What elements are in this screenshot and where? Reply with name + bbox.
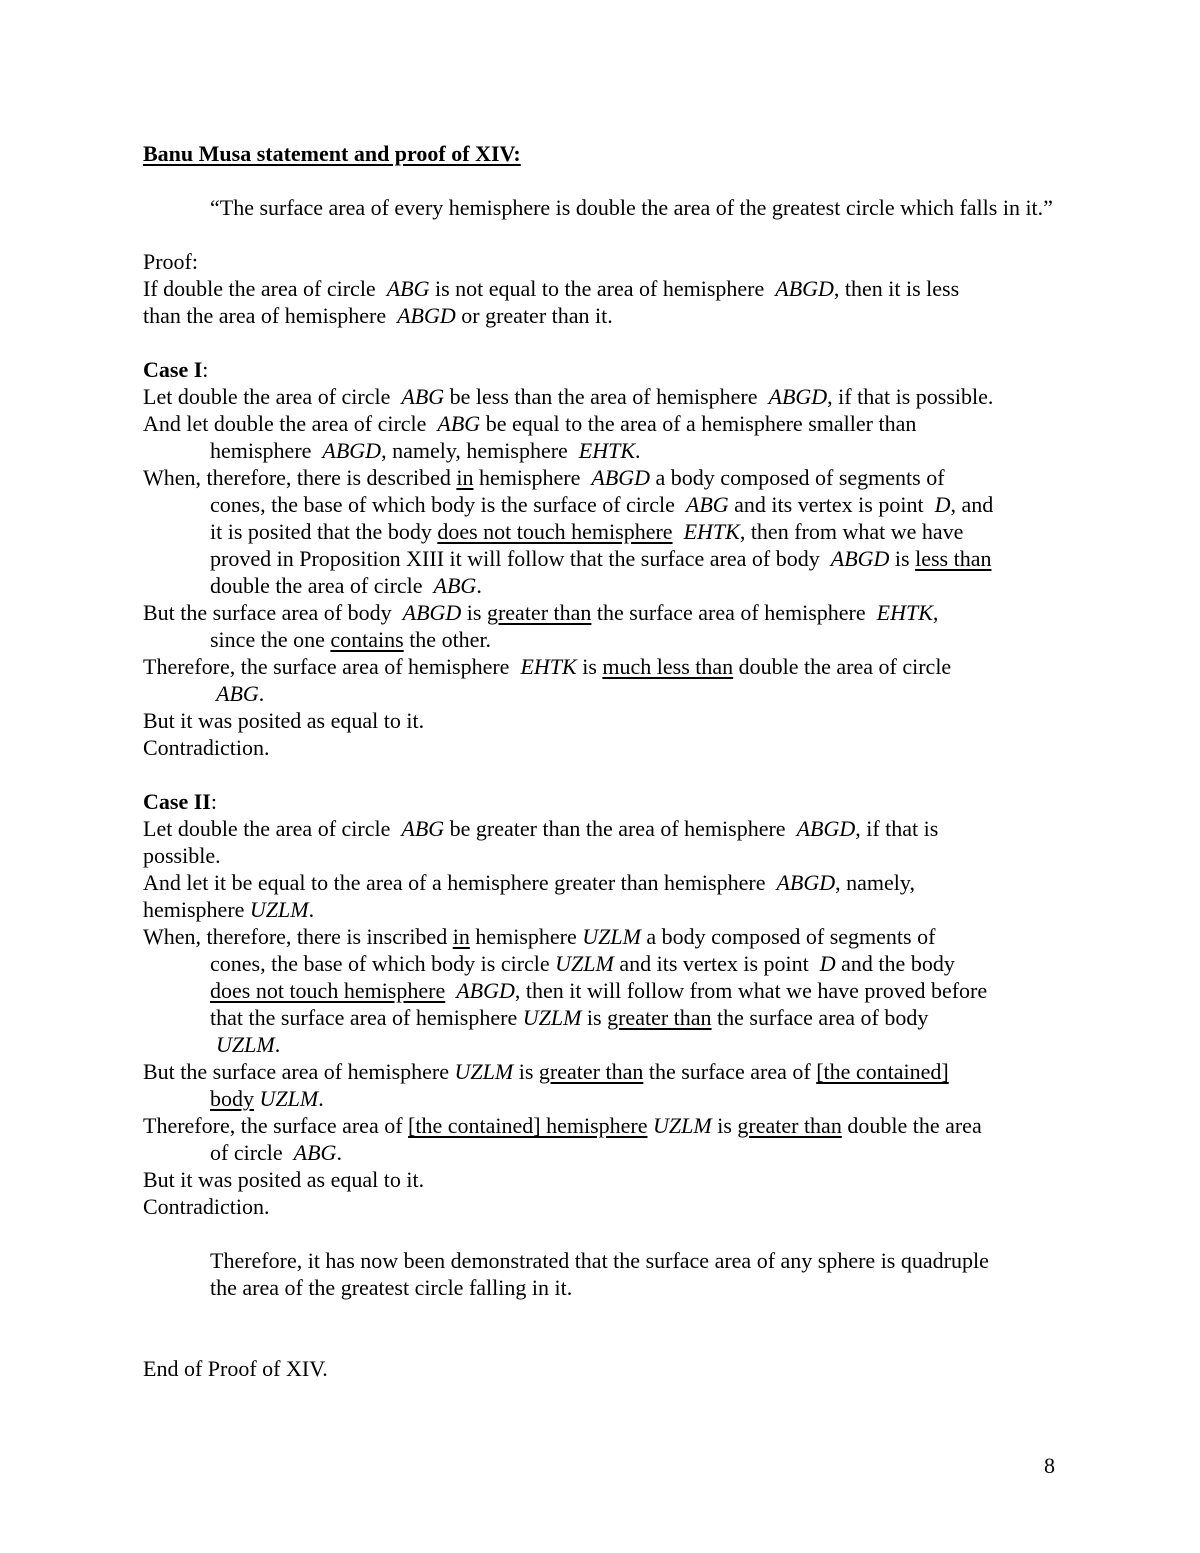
text-segment: possible. bbox=[143, 843, 221, 868]
text-segment: hemisphere bbox=[469, 924, 583, 949]
text-segment: If double the area of circle bbox=[143, 276, 387, 301]
text-segment: does not touch hemisphere bbox=[210, 978, 446, 1003]
text-segment: cones, the base of which body is circle bbox=[210, 951, 556, 976]
math-label: UZLM bbox=[249, 897, 309, 922]
text-segment: But it was posited as equal to it. bbox=[143, 1167, 425, 1192]
text-line bbox=[210, 1247, 1133, 1274]
math-label: EHTK bbox=[876, 600, 933, 625]
text-segment: Proof: bbox=[143, 249, 198, 274]
text-line bbox=[143, 815, 1133, 842]
text-segment: the other. bbox=[403, 627, 492, 652]
math-label: ABGD bbox=[456, 978, 515, 1003]
text-segment: of circle bbox=[210, 1140, 294, 1165]
text-segment: When, therefore, there is described bbox=[143, 465, 457, 490]
text-segment: . bbox=[258, 681, 265, 706]
text-segment: double the area of circle bbox=[733, 654, 952, 679]
math-label: EHTK bbox=[683, 519, 740, 544]
text-line bbox=[143, 275, 1133, 302]
text-line bbox=[216, 1031, 1133, 1058]
text-segment: And let it be equal to the area of a hemisphere greater than hemisphere bbox=[143, 870, 777, 895]
math-label: ABGD bbox=[776, 870, 836, 895]
text-line bbox=[210, 1274, 1133, 1301]
text-segment: is not equal to the area of hemisphere bbox=[429, 276, 776, 301]
text-segment: But the surface area of body bbox=[143, 600, 403, 625]
text-line bbox=[143, 1112, 1133, 1139]
text-segment: , if that is bbox=[855, 816, 939, 841]
text-segment: Case I bbox=[143, 357, 203, 382]
text-segment: [the contained] hemisphere bbox=[408, 1113, 648, 1138]
text-line bbox=[210, 950, 1133, 977]
text-segment: . bbox=[635, 438, 641, 463]
math-label: ABGD bbox=[591, 465, 651, 490]
text-segment: is bbox=[711, 1113, 738, 1138]
text-segment: in bbox=[452, 924, 470, 949]
blank-line bbox=[143, 1328, 1133, 1355]
text-segment: and its vertex is point bbox=[613, 951, 820, 976]
text-segment: [the contained] bbox=[816, 1059, 949, 1084]
text-segment: hemisphere bbox=[473, 465, 592, 490]
text-segment: the surface area of hemisphere bbox=[591, 600, 877, 625]
text-segment: greater than bbox=[486, 600, 592, 625]
page-number: 8 bbox=[1044, 1453, 1055, 1478]
text-segment: greater than bbox=[737, 1113, 842, 1138]
text-segment: be equal to the area of a hemisphere smaller than bbox=[480, 411, 917, 436]
text-segment: . bbox=[274, 1032, 281, 1057]
blank-line bbox=[143, 221, 1133, 248]
text-segment: Contradiction. bbox=[143, 1194, 270, 1219]
math-label: UZLM bbox=[522, 1005, 582, 1030]
math-label: UZLM bbox=[259, 1086, 319, 1111]
text-segment: is bbox=[889, 546, 916, 571]
blank-line bbox=[143, 167, 1133, 194]
text-segment: double the area bbox=[841, 1113, 982, 1138]
math-label: EHTK bbox=[520, 654, 577, 679]
text-segment: , then it is less bbox=[833, 276, 960, 301]
text-segment: Therefore, it has now been demonstrated that the surface area of any sphere is quadruple bbox=[210, 1248, 989, 1273]
text-segment: body bbox=[210, 1086, 254, 1111]
text-segment: Therefore, the surface area of hemisphere bbox=[143, 654, 521, 679]
text-line bbox=[143, 1058, 1133, 1085]
math-label: ABGD bbox=[768, 384, 828, 409]
math-label: ABGD bbox=[830, 546, 890, 571]
text-segment: and its vertex is point bbox=[728, 492, 935, 517]
math-label: UZLM bbox=[454, 1059, 514, 1084]
math-label: D bbox=[934, 492, 951, 517]
text-segment: . bbox=[308, 897, 315, 922]
text-segment bbox=[673, 519, 684, 544]
math-label: ABG bbox=[293, 1140, 337, 1165]
text-segment: is bbox=[461, 600, 487, 625]
blank-line bbox=[143, 761, 1133, 788]
math-label: ABG bbox=[401, 816, 445, 841]
math-label: ABG bbox=[437, 411, 481, 436]
text-segment: hemisphere bbox=[210, 438, 323, 463]
math-label: ABG bbox=[401, 384, 445, 409]
case-2-heading bbox=[143, 788, 1133, 815]
blank-line bbox=[143, 329, 1133, 356]
proof-label bbox=[143, 248, 1133, 275]
text-segment: cones, the base of which body is the surface of circle bbox=[210, 492, 686, 517]
text-segment: : bbox=[202, 357, 209, 382]
text-line bbox=[143, 869, 1133, 896]
text-segment: be greater than the area of hemisphere bbox=[444, 816, 797, 841]
text-line bbox=[143, 302, 1133, 329]
text-segment: Contradiction. bbox=[143, 735, 270, 760]
blank-line bbox=[143, 1301, 1133, 1328]
text-line bbox=[216, 680, 1133, 707]
text-segment: greater than bbox=[538, 1059, 644, 1084]
text-line bbox=[210, 626, 1133, 653]
math-label: ABG bbox=[433, 573, 477, 598]
case-1-heading bbox=[143, 356, 1133, 383]
text-line bbox=[143, 896, 1133, 923]
text-segment: , then it will follow from what we have proved before bbox=[514, 978, 988, 1003]
text-line bbox=[210, 491, 1133, 518]
math-label: D bbox=[819, 951, 836, 976]
text-segment: , and bbox=[950, 492, 994, 517]
text-segment: , if that is possible. bbox=[827, 384, 994, 409]
text-segment: or greater than it. bbox=[455, 303, 613, 328]
text-segment: Let double the area of circle bbox=[143, 384, 402, 409]
math-label: ABGD bbox=[796, 816, 856, 841]
text-segment: Therefore, the surface area of bbox=[143, 1113, 409, 1138]
text-segment: . bbox=[318, 1086, 324, 1111]
text-line bbox=[143, 653, 1133, 680]
text-segment: is bbox=[513, 1059, 539, 1084]
proposition-quote bbox=[210, 194, 1133, 221]
text-segment: , namely, hemisphere bbox=[381, 438, 579, 463]
text-line bbox=[210, 1004, 1133, 1031]
text-line bbox=[210, 437, 1133, 464]
math-label: ABG bbox=[216, 681, 259, 706]
math-label: UZLM bbox=[216, 1032, 275, 1057]
math-label: EHTK bbox=[578, 438, 636, 463]
text-segment: since the one bbox=[210, 627, 331, 652]
text-segment: Case II bbox=[143, 789, 211, 814]
blank-line bbox=[143, 1220, 1133, 1247]
text-segment: When, therefore, there is inscribed bbox=[143, 924, 453, 949]
text-segment: , bbox=[932, 600, 939, 625]
text-line bbox=[210, 545, 1133, 572]
text-segment: a body composed of segments of bbox=[640, 924, 936, 949]
text-line bbox=[210, 1085, 1133, 1112]
text-segment: But the surface area of hemisphere bbox=[143, 1059, 455, 1084]
end-of-proof bbox=[143, 1355, 1133, 1382]
text-line bbox=[143, 410, 1133, 437]
text-segment: proved in Proposition XIII it will follow that the surface area of body bbox=[210, 546, 831, 571]
math-label: ABGD bbox=[402, 600, 462, 625]
text-segment: the surface area of body bbox=[711, 1005, 929, 1030]
text-segment: But it was posited as equal to it. bbox=[143, 708, 425, 733]
text-segment: , then from what we have bbox=[739, 519, 964, 544]
text-segment: Banu Musa statement and proof of XIV: bbox=[143, 141, 521, 166]
math-label: ABGD bbox=[775, 276, 834, 301]
text-line bbox=[210, 1139, 1133, 1166]
text-segment: the surface area of bbox=[643, 1059, 817, 1084]
text-line bbox=[143, 464, 1133, 491]
text-line bbox=[143, 1193, 1133, 1220]
text-segment: . bbox=[476, 573, 482, 598]
text-segment: contains bbox=[330, 627, 404, 652]
text-segment: in bbox=[456, 465, 474, 490]
text-line bbox=[143, 1166, 1133, 1193]
text-segment: less than bbox=[915, 546, 992, 571]
math-label: UZLM bbox=[582, 924, 641, 949]
text-line bbox=[143, 923, 1133, 950]
text-line bbox=[210, 518, 1133, 545]
text-segment: And let double the area of circle bbox=[143, 411, 438, 436]
text-line bbox=[143, 734, 1133, 761]
text-segment: End of Proof of XIV. bbox=[143, 1356, 328, 1381]
text-segment: double the area of circle bbox=[210, 573, 434, 598]
math-label: ABG bbox=[386, 276, 430, 301]
text-segment: : bbox=[210, 789, 217, 814]
text-line bbox=[143, 599, 1133, 626]
text-segment: , namely, bbox=[835, 870, 915, 895]
text-segment: . bbox=[336, 1140, 342, 1165]
text-segment bbox=[445, 978, 456, 1003]
math-label: ABGD bbox=[397, 303, 456, 328]
text-segment: than the area of hemisphere bbox=[143, 303, 398, 328]
text-segment: is bbox=[581, 1005, 608, 1030]
text-segment: a body composed of segments of bbox=[650, 465, 945, 490]
text-segment: hemisphere bbox=[143, 897, 250, 922]
text-segment: that the surface area of hemisphere bbox=[210, 1005, 523, 1030]
text-segment: it is posited that the body bbox=[210, 519, 438, 544]
math-label: ABGD bbox=[322, 438, 382, 463]
document-body bbox=[143, 140, 1133, 1382]
text-segment: does not touch hemisphere bbox=[437, 519, 673, 544]
math-label: ABG bbox=[685, 492, 729, 517]
text-line bbox=[143, 383, 1133, 410]
text-line bbox=[210, 572, 1133, 599]
text-segment: Let double the area of circle bbox=[143, 816, 402, 841]
text-segment: is bbox=[576, 654, 603, 679]
document-title bbox=[143, 140, 1133, 167]
text-line bbox=[210, 977, 1133, 1004]
text-line bbox=[143, 707, 1133, 734]
text-line bbox=[143, 842, 1133, 869]
text-segment: the area of the greatest circle falling in it. bbox=[210, 1275, 573, 1300]
math-label: UZLM bbox=[653, 1113, 712, 1138]
text-segment: greater than bbox=[607, 1005, 712, 1030]
text-segment: much less than bbox=[602, 654, 734, 679]
math-label: UZLM bbox=[555, 951, 614, 976]
text-segment: and the body bbox=[835, 951, 955, 976]
text-segment: be less than the area of hemisphere bbox=[444, 384, 769, 409]
text-segment: “The surface area of every hemisphere is double the area of the greatest circle which falls in it.” bbox=[210, 195, 1053, 220]
